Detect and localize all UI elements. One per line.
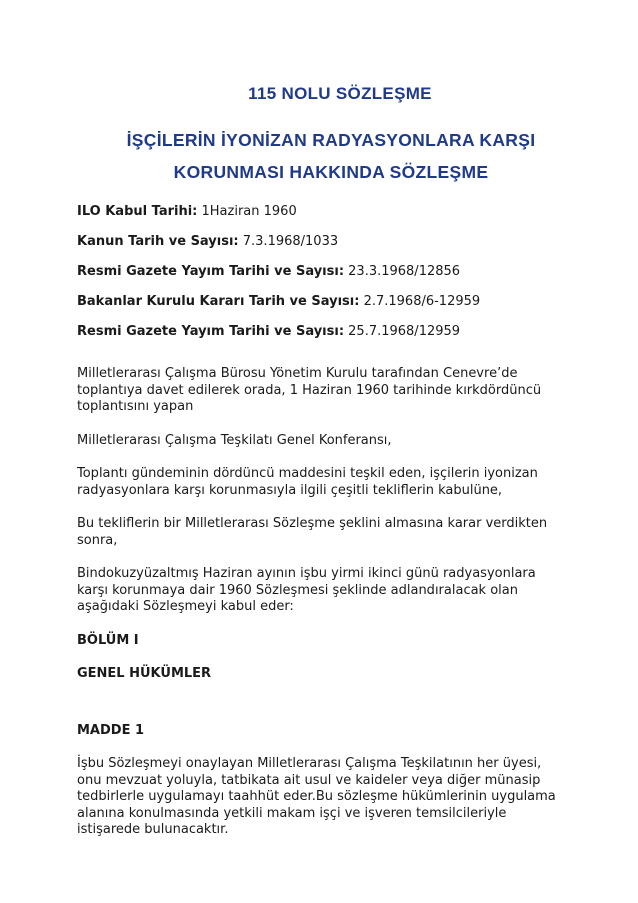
section-title: GENEL HÜKÜMLER bbox=[77, 666, 212, 681]
paragraph bbox=[77, 433, 567, 450]
text-line: sonra, bbox=[77, 532, 118, 548]
section-heading: BÖLÜM I bbox=[77, 632, 139, 648]
text-line: Bu tekliflerin bir Milletlerarası Sözleşme şeklini almasına karar verdikten bbox=[77, 516, 548, 531]
meta-value: 2.7.1968/6-12959 bbox=[359, 294, 481, 309]
subtitle-line-2: KORUNMASI HAKKINDA SÖZLEŞME bbox=[173, 162, 489, 182]
text-line: Bindokuzyüzaltmış Haziran ayının işbu yirmi ikinci günü radyasyonlara bbox=[77, 566, 536, 581]
text-line: alanına konulmasında yetkili makam işçi ve işveren temsilcileriyle bbox=[77, 805, 507, 821]
text-line: istişarede bulunacaktır. bbox=[77, 822, 229, 837]
meta-value: 23.3.1968/12856 bbox=[344, 264, 461, 279]
paragraph bbox=[77, 366, 567, 416]
paragraph bbox=[77, 566, 567, 616]
meta-row-cabinet-decision bbox=[77, 292, 567, 322]
article-text bbox=[77, 756, 567, 839]
meta-row-gazette-1 bbox=[77, 262, 567, 292]
text-line: Toplantı gündeminin dördüncü maddesini teşkil eden, işçilerin iyonizan bbox=[77, 466, 538, 481]
text-line: Milletlerarası Çalışma Bürosu Yönetim Kurulu tarafından Cenevre’de bbox=[77, 366, 518, 381]
article-heading: MADDE 1 bbox=[77, 722, 145, 738]
meta-value: 25.7.1968/12959 bbox=[344, 324, 461, 339]
subtitle-line-1: İŞÇİLERİN İYONİZAN RADYASYONLARA KARŞI bbox=[126, 130, 536, 150]
meta-row-gazette-2 bbox=[77, 322, 567, 352]
meta-label: ILO Kabul Tarihi: bbox=[77, 204, 198, 219]
meta-value: 1Haziran 1960 bbox=[197, 204, 297, 219]
text-line: toplantıya davet edilerek orada, 1 Haziran 1960 tarihinde kırkdördüncü bbox=[77, 382, 542, 398]
text-line: toplantısını yapan bbox=[77, 399, 194, 414]
text-line: karşı korunmaya dair 1960 Sözleşmesi şeklinde adlandıralacak olan bbox=[77, 582, 518, 598]
meta-label: Resmi Gazete Yayım Tarihi ve Sayısı: bbox=[77, 324, 345, 339]
document-subtitle bbox=[77, 124, 567, 188]
meta-label: Resmi Gazete Yayım Tarihi ve Sayısı: bbox=[77, 264, 345, 279]
text-line: tedbirlerle uygulamayı taahhüt eder.Bu sözleşme hükümlerinin uygulama bbox=[77, 789, 556, 804]
metadata-block bbox=[77, 202, 567, 352]
meta-row-ilo-adoption bbox=[77, 202, 567, 232]
text-line: radyasyonlara karşı korunmasıyla ilgili çeşitli tekliflerin kabulüne, bbox=[77, 482, 503, 498]
meta-label: Bakanlar Kurulu Kararı Tarih ve Sayısı: bbox=[77, 294, 360, 309]
text-line: aşağıdaki Sözleşmeyi kabul eder: bbox=[77, 599, 294, 614]
document-page bbox=[77, 84, 567, 856]
preamble bbox=[77, 366, 567, 839]
text-line: İşbu Sözleşmeyi onaylayan Milletlerarası Çalışma Teşkilatının her üyesi, bbox=[77, 756, 542, 771]
text-line: Milletlerarası Çalışma Teşkilatı Genel Konferansı, bbox=[77, 432, 392, 448]
paragraph bbox=[77, 466, 567, 499]
paragraph bbox=[77, 516, 567, 549]
meta-label: Kanun Tarih ve Sayısı: bbox=[77, 234, 239, 249]
text-line: onu mevzuat yoluyla, tatbikata ait usul ve kaideler veya diğer münasip bbox=[77, 772, 541, 788]
document-title: 115 NOLU SÖZLEŞME bbox=[248, 84, 432, 103]
meta-row-law bbox=[77, 232, 567, 262]
meta-value: 7.3.1968/1033 bbox=[238, 234, 339, 249]
